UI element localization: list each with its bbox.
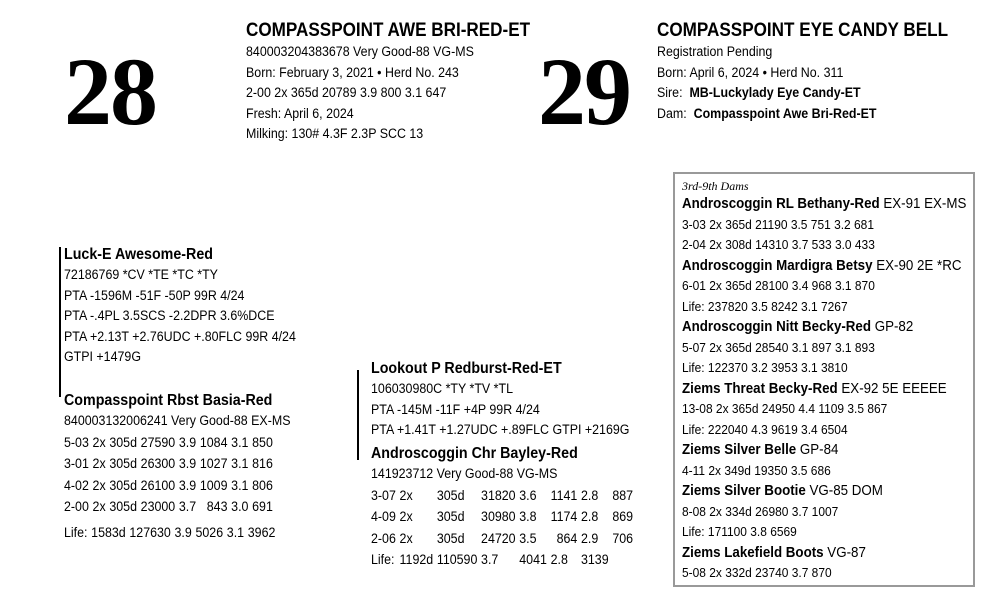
life-cell: 3.9 xyxy=(174,524,192,540)
record-cell: 24720 xyxy=(481,530,516,546)
lot-28-animal-name: COMPASSPOINT AWE BRI-RED-ET xyxy=(246,20,531,41)
record-cell: 2x xyxy=(399,487,413,503)
dam-entry-class: GP-82 xyxy=(874,319,914,335)
record-cell: 3.0 xyxy=(231,499,249,514)
lot-29-line: Born: April 6, 2024 • Herd No. 311 xyxy=(657,64,844,80)
life-cell: 5026 xyxy=(195,524,224,540)
lot-number-29: 29 xyxy=(538,38,630,145)
record-cell: 2x xyxy=(92,477,106,493)
lot-28-line: Milking: 130# 4.3F 2.3P SCC 13 xyxy=(246,126,424,141)
dam-entry-title: Ziems Silver Belle xyxy=(682,442,797,458)
dam-entry-record: 5-07 2x 365d 28540 3.1 897 3.1 893 xyxy=(682,339,875,355)
gdam-block-name: Androscoggin Chr Bayley-Red xyxy=(371,445,578,462)
dam-entry-record: 6-01 2x 365d 28100 3.4 968 3.1 870 xyxy=(682,278,875,293)
record-cell: 305d xyxy=(436,487,465,503)
life-cell: 3962 xyxy=(247,524,276,540)
lot-29-line: Registration Pending xyxy=(657,44,773,59)
record-cell: 3.9 xyxy=(178,456,197,471)
dam-entry-name xyxy=(682,256,966,277)
record-cell: 3.7 xyxy=(178,499,197,514)
record-cell: 3.1 xyxy=(231,477,249,493)
sire-block-line: 72186769 *CV *TE *TC *TY xyxy=(64,267,218,282)
sire-label: Sire: xyxy=(657,85,683,100)
table-row xyxy=(64,496,277,518)
lot-28-line: Fresh: April 6, 2024 xyxy=(246,105,354,121)
sire-block-line: PTA -1596M -51F -50P 99R 4/24 xyxy=(64,287,245,303)
record-cell: 26300 xyxy=(140,456,176,471)
dam-records-table xyxy=(64,432,277,518)
record-cell: 2-00 xyxy=(64,499,89,514)
record-cell: 2.8 xyxy=(580,487,599,503)
record-cell: 2.9 xyxy=(580,530,599,546)
dam-entry-record: 2-04 2x 308d 14310 3.7 533 3.0 433 xyxy=(682,237,875,252)
mgs-block-name: Lookout P Redburst-Red-ET xyxy=(371,360,562,377)
record-cell: 3.1 xyxy=(231,434,249,450)
record-cell: 691 xyxy=(252,499,273,514)
record-cell: 305d xyxy=(109,499,137,514)
record-cell: 4-09 xyxy=(371,509,396,524)
sire-name: MB-Luckylady Eye Candy-ET xyxy=(689,85,861,100)
record-cell: 305d xyxy=(436,530,465,546)
dam-entry-class: GP-84 xyxy=(799,442,839,458)
sire-pedigree-block xyxy=(64,244,316,368)
dam-entry-record: Life: 237820 3.5 8242 3.1 7267 xyxy=(682,298,848,314)
dam-entry-record: 8-08 2x 334d 26980 3.7 1007 xyxy=(682,503,839,519)
table-row xyxy=(371,485,637,507)
record-cell: 305d xyxy=(109,456,137,471)
record-cell: 3.8 xyxy=(519,509,537,524)
record-cell: 5-03 xyxy=(64,434,89,450)
life-cell: Life: xyxy=(371,552,395,567)
gdam-records-table xyxy=(371,485,637,571)
record-cell: 31820 xyxy=(481,487,516,503)
dam-entry-title: Ziems Silver Bootie xyxy=(682,483,806,499)
record-cell: 4-02 xyxy=(64,477,89,493)
record-cell: 869 xyxy=(612,509,634,524)
dam-entry-record: Life: 171100 3.8 6569 xyxy=(682,524,797,539)
record-cell: 30980 xyxy=(481,509,516,524)
life-cell: Life: xyxy=(64,524,88,540)
dam-entry-title: Androscoggin Nitt Becky-Red xyxy=(682,319,872,335)
sire-block-line: PTA +2.13T +2.76UDC +.80FLC 99R 4/24 xyxy=(64,328,296,344)
sire-block-name: Luck-E Awesome-Red xyxy=(64,246,213,263)
record-cell: 26100 xyxy=(140,477,176,493)
dams-title: 3rd-9th Dams xyxy=(682,179,749,193)
record-cell: 3.1 xyxy=(231,456,249,471)
table-row xyxy=(64,432,277,454)
dam-entry-class: EX-91 EX-MS xyxy=(883,196,967,212)
record-cell: 305d xyxy=(109,477,137,493)
pedigree-bracket-left xyxy=(59,247,61,397)
dam-entry-name xyxy=(682,317,966,338)
record-cell: 1009 xyxy=(199,477,228,493)
lot-28-line: 840003204383678 Very Good-88 VG-MS xyxy=(246,44,474,59)
record-cell: 706 xyxy=(612,530,634,546)
dam-entry-class: EX-92 5E EEEEE xyxy=(841,380,947,397)
record-cell: 305d xyxy=(109,434,137,450)
record-cell: 806 xyxy=(252,477,273,493)
dam-pedigree-block xyxy=(64,390,310,543)
dam-block-id-line: 840003132006241 Very Good-88 EX-MS xyxy=(64,413,291,428)
record-cell: 305d xyxy=(436,509,465,524)
record-cell: 3-01 xyxy=(64,456,89,471)
record-cell: 2x xyxy=(399,509,413,524)
gdam-pedigree-block xyxy=(371,443,660,571)
gdam-block-id-line: 141923712 Very Good-88 VG-MS xyxy=(371,466,558,481)
mgs-pedigree-block xyxy=(371,358,652,441)
dam-entry-record: Life: 122370 3.2 3953 3.1 3810 xyxy=(682,360,848,375)
lot-29-info xyxy=(657,20,980,124)
dam-entry-record: 5-08 2x 332d 23740 3.7 870 xyxy=(682,565,832,580)
dam-entry-title: Androscoggin RL Bethany-Red xyxy=(682,196,880,212)
record-cell: 1084 xyxy=(199,434,228,450)
life-cell: 4041 xyxy=(519,552,547,567)
dam-entry-record: 13-08 2x 365d 24950 4.4 1109 3.5 867 xyxy=(682,401,888,416)
table-row xyxy=(64,475,277,497)
lot-29-sire-line xyxy=(657,83,955,104)
dam-entry-title: Androscoggin Mardigra Betsy xyxy=(682,257,873,274)
mgs-block-line: PTA +1.41T +1.27UDC +.89FLC GTPI +2169G xyxy=(371,422,630,437)
record-cell: 2.8 xyxy=(580,509,599,524)
life-cell: 3.7 xyxy=(481,552,499,567)
record-cell: 850 xyxy=(252,434,273,450)
record-cell: 3-07 xyxy=(371,487,396,503)
record-cell: 1027 xyxy=(199,456,228,471)
lot-28-line: 2-00 2x 365d 20789 3.9 800 3.1 647 xyxy=(246,85,447,100)
life-cell: 3139 xyxy=(580,552,609,567)
mgs-block-line: PTA -145M -11F +4P 99R 4/24 xyxy=(371,401,540,417)
dam-entry-class: VG-87 xyxy=(827,544,866,561)
dam-label: Dam: xyxy=(657,105,687,121)
dam-entry-class: VG-85 DOM xyxy=(809,483,883,499)
record-cell: 3.9 xyxy=(178,434,197,450)
dams-content xyxy=(682,179,991,584)
record-cell: 843 xyxy=(206,499,228,514)
dam-entry-name xyxy=(682,194,966,215)
record-cell: 3.6 xyxy=(519,487,537,503)
life-row xyxy=(371,549,637,571)
dam-block-name: Compasspoint Rbst Basia-Red xyxy=(64,392,273,409)
life-cell-empty xyxy=(612,549,636,571)
dam-entry-record: 3-03 2x 365d 21190 3.5 751 3.2 681 xyxy=(682,216,874,232)
dam-life-table xyxy=(64,522,279,544)
mgs-block-line: 106030980C *TY *TV *TL xyxy=(371,381,514,396)
dam-entry-record: Life: 222040 4.3 9619 3.4 6504 xyxy=(682,421,848,437)
lot-number-28: 28 xyxy=(64,38,156,145)
dam-entry-name xyxy=(682,543,966,564)
record-cell: 2x xyxy=(92,434,106,450)
record-cell: 23000 xyxy=(140,499,176,514)
dam-name: Compasspoint Awe Bri-Red-ET xyxy=(693,105,877,121)
record-cell: 864 xyxy=(556,530,578,546)
dam-entry-name xyxy=(682,379,966,400)
lot-29-dam-line xyxy=(657,104,955,125)
record-cell: 2-06 xyxy=(371,530,396,546)
record-cell: 2x xyxy=(92,499,106,514)
dam-entry-name xyxy=(682,481,966,502)
life-cell: 1583d xyxy=(91,524,126,540)
life-row xyxy=(64,522,279,544)
life-cell: 1192d xyxy=(399,552,434,567)
record-cell: 816 xyxy=(252,456,273,471)
pedigree-bracket-middle xyxy=(357,370,359,460)
sire-block-line: PTA -.4PL 3.5SCS -2.2DPR 3.6%DCE xyxy=(64,308,275,323)
record-cell: 1141 xyxy=(550,487,578,503)
dam-entry-title: Ziems Lakefield Boots xyxy=(682,544,824,561)
record-cell: 1174 xyxy=(550,509,578,524)
record-cell: 3.9 xyxy=(178,477,197,493)
life-cell: 2.8 xyxy=(550,552,568,567)
table-row xyxy=(64,453,277,475)
dam-entry-title: Ziems Threat Becky-Red xyxy=(682,380,838,397)
third-to-ninth-dams-box xyxy=(673,172,975,587)
table-row xyxy=(371,528,637,550)
record-cell: 3.5 xyxy=(519,530,537,546)
lot-28-line: Born: February 3, 2021 • Herd No. 243 xyxy=(246,64,459,80)
dam-entry-class: EX-90 2E *RC xyxy=(876,257,962,274)
record-cell: 887 xyxy=(612,487,634,503)
life-cell: 3.1 xyxy=(226,524,245,540)
life-cell: 110590 xyxy=(436,552,478,567)
sire-block-line: GTPI +1479G xyxy=(64,349,141,364)
dam-entry-name xyxy=(682,440,966,461)
life-cell: 127630 xyxy=(129,524,171,540)
lot-29-animal-name: COMPASSPOINT EYE CANDY BELL xyxy=(657,20,949,41)
table-row xyxy=(371,506,637,528)
record-cell: 27590 xyxy=(140,434,176,450)
lot-28-info xyxy=(246,20,562,145)
record-cell: 2x xyxy=(92,456,106,471)
dam-entry-record: 4-11 2x 349d 19350 3.5 686 xyxy=(682,462,831,478)
record-cell: 2x xyxy=(399,530,413,546)
